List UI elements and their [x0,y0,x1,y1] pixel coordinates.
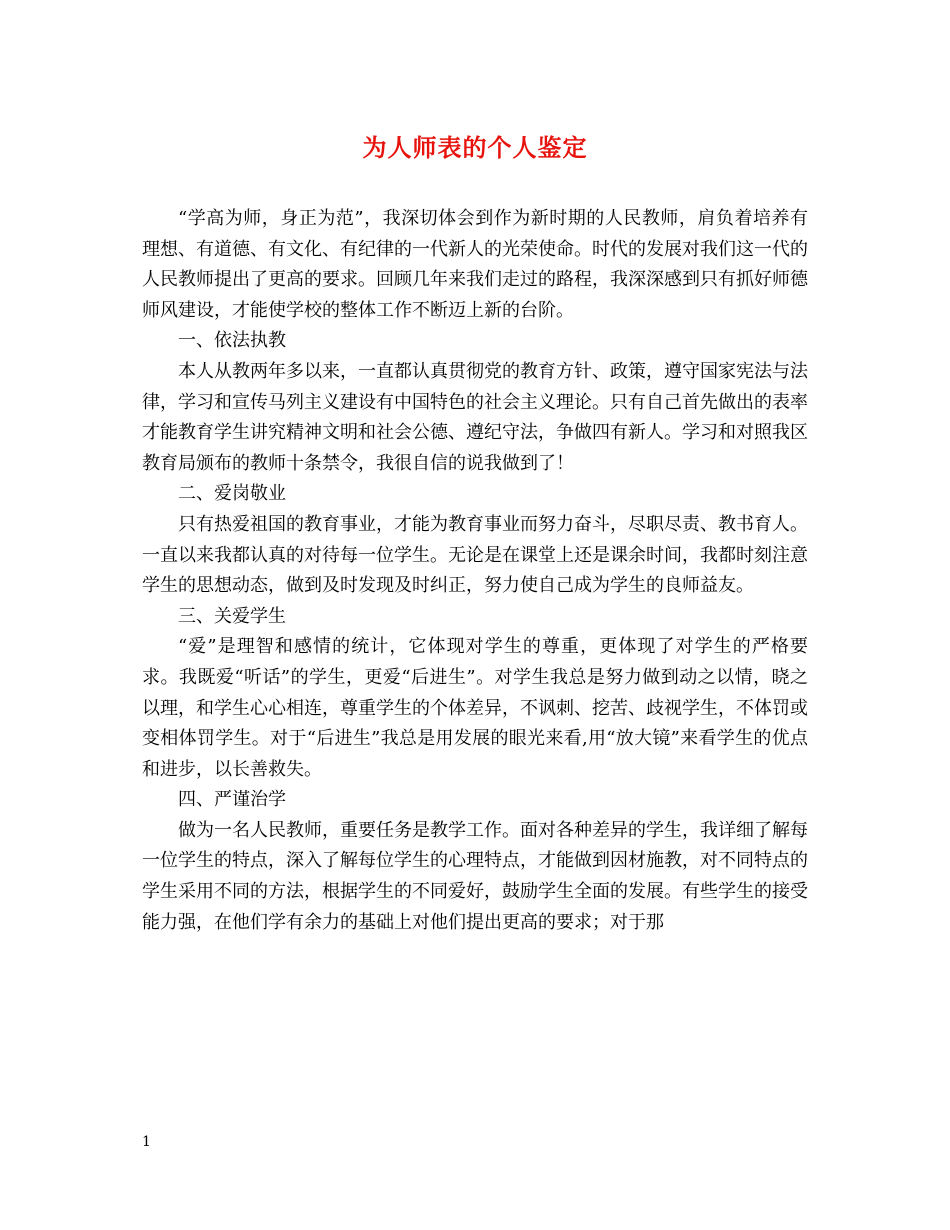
intro-paragraph: “学高为师，身正为范”，我深切体会到作为新时期的人民教师，肩负着培养有理想、有道德、有文化、有纪律的一代新人的光荣使命。时代的发展对我们这一代的人民教师提出了更高的要求。回顾几年来我们走过的路程，我深深感到只有抓好师德师风建设，才能使学校的整体工作不断迈上新的台阶。 [142,208,808,321]
paragraph-dedication: 只有热爱祖国的教育事业，才能为教育事业而努力奋斗，尽职尽责、教书育人。一直以来我都认真的对待每一位学生。无论是在课堂上还是课余时间，我都时刻注意学生的思想动态，做到及时发现及时纠正，努力使自己成为学生的良师益友。 [142,513,808,597]
document-title: 为人师表的个人鉴定 [362,133,588,162]
paragraph-care: “爱”是理智和感情的统计，它体现对学生的尊重，更体现了对学生的严格要求。我既爱“听话”的学生，更爱“后进生”。对学生我总是努力做到动之以情，晓之以理，和学生心心相连，尊重学生的个体差异，不讽刺、挖苦、歧视学生，不体罚或变相体罚学生。对于“后进生”我总是用发展的眼光来看,用“放大镜”来看学生的优点和进步，以长善救失。 [142,636,808,780]
section-heading-dedication: 二、爱岗敬业 [178,483,286,505]
paragraph-rigor: 做为一名人民教师，重要任务是教学工作。面对各种差异的学生，我详细了解每一位学生的特点，深入了解每位学生的心理特点，才能做到因材施教，对不同特点的学生采用不同的方法，根据学生的不同爱好，鼓励学生全面的发展。有些学生的接受能力强，在他们学有余力的基础上对他们提出更高的要求；对于那 [142,819,808,933]
section-heading-rigor: 四、严谨治学 [178,789,286,811]
section-heading-law: 一、依法执教 [178,330,286,352]
document-body [142,204,808,938]
page-number: 1 [142,1134,151,1150]
paragraph-law: 本人从教两年多以来，一直都认真贯彻党的教育方针、政策，遵守国家宪法与法律，学习和宣传马列主义建设有中国特色的社会主义理论。只有自己首先做出的表率才能教育学生讲究精神文明和社会公德、遵纪守法，争做四有新人。学习和对照我区教育局颁布的教师十条禁令，我很自信的说我做到了！ [142,360,808,474]
section-heading-care: 三、关爱学生 [178,605,286,627]
